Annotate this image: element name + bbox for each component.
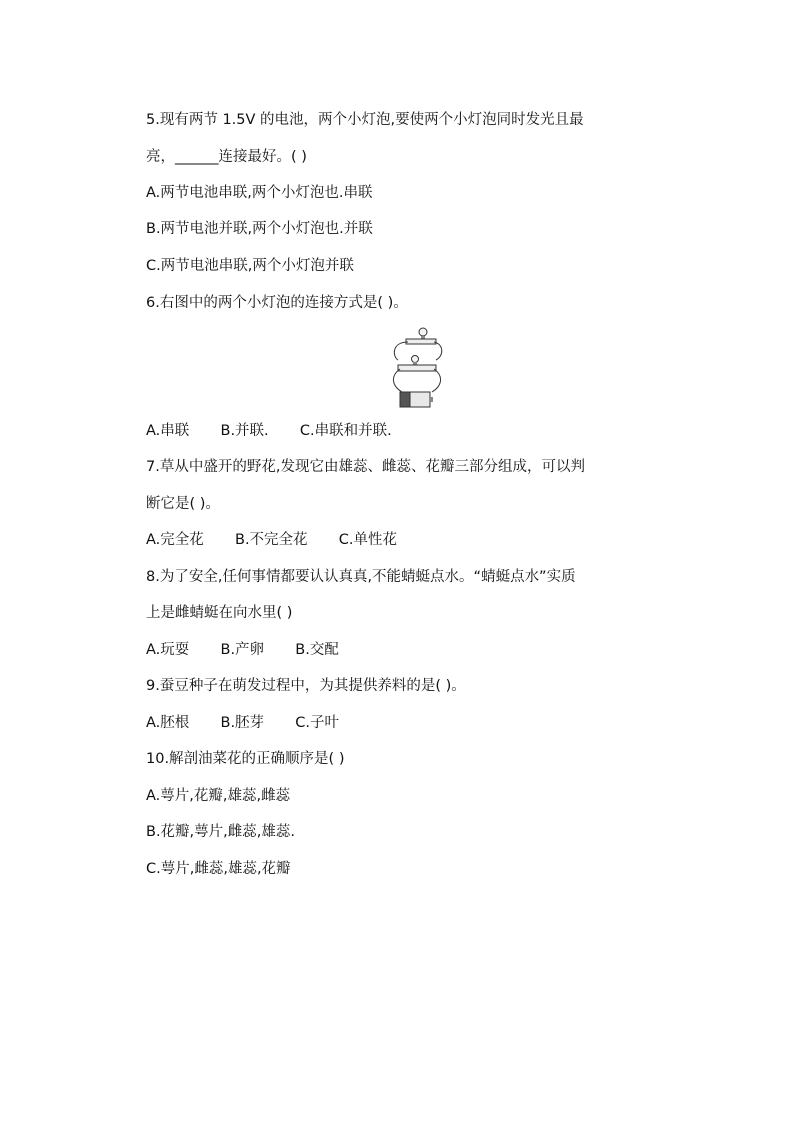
question-5-option-c: C.两节电池串联,两个小灯泡并联 <box>146 258 354 274</box>
question-6-option-b: B.并联. <box>220 423 269 439</box>
question-10-option-c: C.萼片,雌蕊,雄蕊,花瓣 <box>146 861 291 877</box>
question-7-option-a: A.完全花 <box>146 532 204 548</box>
question-9-stem: 9.蚕豆种子在萌发过程中，为其提供养料的是( )。 <box>146 678 466 694</box>
question-7-options <box>146 530 397 550</box>
question-8-stem-line1: 8.为了安全,任何事情都要认认真真,不能蜻蜓点水。“蜻蜓点水”实质 <box>146 569 576 585</box>
question-8-stem-line2: 上是雌蜻蜓在向水里( ) <box>146 605 293 621</box>
question-7-option-b: B.不完全花 <box>235 532 308 548</box>
question-8-options <box>146 640 339 660</box>
question-5-stem-line2: 亮，______连接最好。( ) <box>146 149 307 165</box>
question-10-option-b: B.花瓣,萼片,雌蕊,雄蕊. <box>146 824 295 840</box>
question-7-stem-line1: 7.草从中盛开的野花,发现它由雄蕊、雌蕊、花瓣三部分组成，可以判 <box>146 459 585 475</box>
question-7-stem-line2: 断它是( )。 <box>146 496 220 512</box>
question-8-option-a: A.玩耍 <box>146 642 190 658</box>
question-5-stem-line1: 5.现有两节 1.5V 的电池，两个小灯泡,要使两个小灯泡同时发光且最 <box>146 112 584 128</box>
question-10-option-a: A.萼片,花瓣,雄蕊,雌蕊 <box>146 788 291 804</box>
question-10-stem: 10.解剖油菜花的正确顺序是( ) <box>146 751 345 767</box>
circuit-diagram <box>388 326 444 412</box>
question-6-option-a: A.串联 <box>146 423 190 439</box>
question-7-option-c: C.单性花 <box>338 532 398 548</box>
question-9-option-c: C.子叶 <box>295 715 340 731</box>
question-8-option-c: B.交配 <box>295 642 339 658</box>
question-9-options <box>146 713 339 733</box>
question-6-stem: 6.右图中的两个小灯泡的连接方式是( )。 <box>146 295 408 311</box>
question-6-options <box>146 421 392 441</box>
question-9-option-b: B.胚芽 <box>220 715 265 731</box>
question-8-option-b: B.产卵 <box>220 642 265 658</box>
question-5-option-b: B.两节电池并联,两个小灯泡也.并联 <box>146 221 373 237</box>
question-6-option-c: C.串联和并联. <box>299 423 392 439</box>
question-5-option-a: A.两节电池串联,两个小灯泡也.串联 <box>146 185 373 201</box>
question-9-option-a: A.胚根 <box>146 715 190 731</box>
